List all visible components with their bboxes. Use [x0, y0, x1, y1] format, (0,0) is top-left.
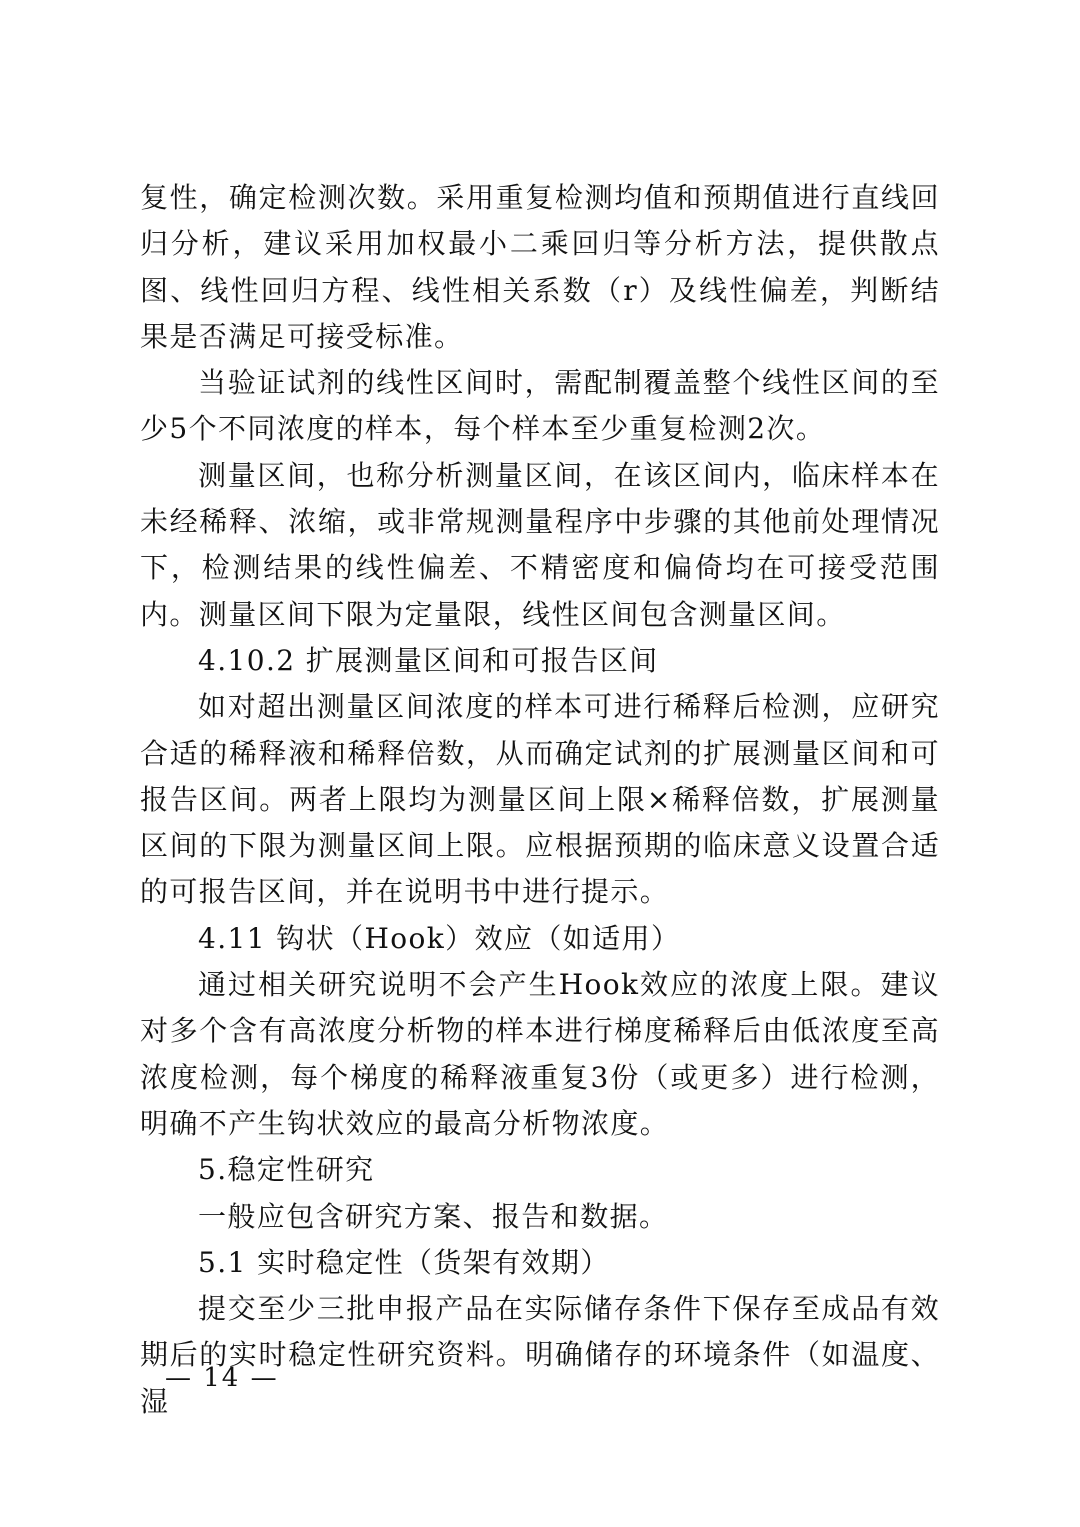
paragraph-stability-general: 一般应包含研究方案、报告和数据。 [198, 1199, 669, 1233]
paragraph-hook-effect: 通过相关研究说明不会产生Hook效应的浓度上限。建议对多个含有高浓度分析物的样本进行梯度稀释后由低浓度至高浓度检测，每个梯度的稀释液重复3份（或更多）进行检测，明确不产生钩状效应的最高分析物浓度。 [140, 968, 940, 1140]
paragraph-linear-interval-verification: 当验证试剂的线性区间时，需配制覆盖整个线性区间的至少5个不同浓度的样本，每个样本至少重复检测2次。 [140, 366, 940, 446]
paragraph-continuation: 复性，确定检测次数。采用重复检测均值和预期值进行直线回归分析，建议采用加权最小二乘回归等分析方法，提供散点图、线性回归方程、线性相关系数（r）及线性偏差，判断结果是否满足可接受标准。 [140, 181, 940, 353]
paragraph-realtime-stability: 提交至少三批申报产品在实际储存条件下保存至成品有效期后的实时稳定性研究资料。明确储存的环境条件（如温度、湿 [140, 1292, 940, 1418]
section-heading-4-10-2: 4.10.2 扩展测量区间和可报告区间 [198, 643, 659, 677]
section-heading-5-1: 5.1 实时稳定性（货架有效期） [198, 1245, 610, 1279]
paragraph-measurement-interval: 测量区间，也称分析测量区间，在该区间内，临床样本在未经稀释、浓缩，或非常规测量程序中步骤的其他前处理情况下，检测结果的线性偏差、不精密度和偏倚均在可接受范围内。测量区间下限为定量限，线性区间包含测量区间。 [140, 458, 940, 631]
section-heading-4-11: 4.11 钩状（Hook）效应（如适用） [198, 921, 681, 955]
page-number: — 14 — [165, 1363, 279, 1393]
paragraph-dilution: 如对超出测量区间浓度的样本可进行稀释后检测，应研究合适的稀释液和稀释倍数，从而确定试剂的扩展测量区间和可报告区间。两者上限均为测量区间上限×稀释倍数，扩展测量区间的下限为测量区间上限。应根据预期的临床意义设置合适的可报告区间，并在说明书中进行提示。 [140, 690, 940, 909]
section-heading-5: 5.稳定性研究 [198, 1153, 375, 1187]
document-body [140, 175, 940, 1425]
